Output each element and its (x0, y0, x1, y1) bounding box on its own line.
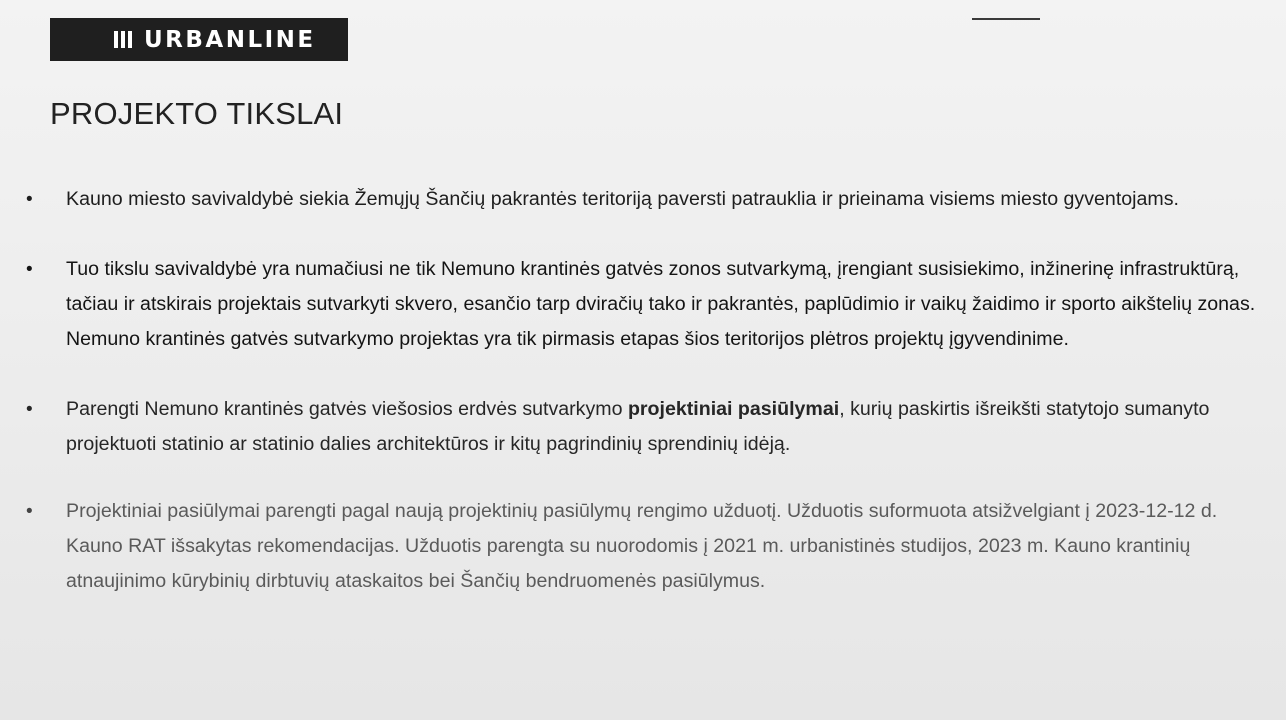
bullet-text: Kauno miesto savivaldybė siekia Žemųjų Šančių pakrantės teritoriją paversti patrauklia ir prieinama visiems miesto gyventojams. (66, 188, 1179, 210)
decorative-line (972, 18, 1040, 20)
list-item (24, 392, 1274, 462)
logo-text: URBANLINE (144, 26, 316, 53)
list-item (24, 494, 1274, 599)
goals-list (24, 182, 1274, 634)
page-title: PROJEKTO TIKSLAI (50, 96, 344, 131)
bullet-text: Projektiniai pasiūlymai parengti pagal naują projektinių pasiūlymų rengimo užduotį. Užduotis suformuota atsižvelgiant į 2023-12-12 d. Kauno RAT išsakytas rekomendacijas. Užduotis parengta su nuorodomis į 2021 m. urbanistinės studijos, 2023 m. Kauno krantinių atnaujinimo kūrybinių dirbtuvių ataskaitos bei Šančių bendruomenės pasiūlymus. (66, 500, 1218, 592)
urbanline-logo (50, 18, 348, 61)
bullet-text: Tuo tikslu savivaldybė yra numačiusi ne tik Nemuno krantinės gatvės zonos sutvarkymą, įrengiant susisiekimo, inžinerinę infrastruktūrą, tačiau ir atskirais projektais sutvarkyti skvero, esančio tarp dviračių tako ir pakrantės, paplūdimio ir vaikų žaidimo ir sporto aikštelių zonas. Nemuno krantinės gatvės sutvarkymo projektas yra tik pirmasis etapas šios teritorijos plėtros projektų įgyvendinime. (66, 258, 1256, 350)
three-bars-icon (114, 31, 132, 48)
bullet-text-emphasis: projektiniai pasiūlymai (627, 398, 840, 420)
bullet-text-start: Parengti Nemuno krantinės gatvės viešosios erdvės sutvarkymo (66, 398, 628, 420)
list-item (24, 182, 1274, 217)
bullet-text-end: , kurių paskirtis išreikšti statytojo sumanyto projektuoti statinio ar statinio dalies architektūros ir kitų pagrindinių sprendinių idėją. (66, 398, 1210, 455)
list-item (24, 252, 1274, 357)
